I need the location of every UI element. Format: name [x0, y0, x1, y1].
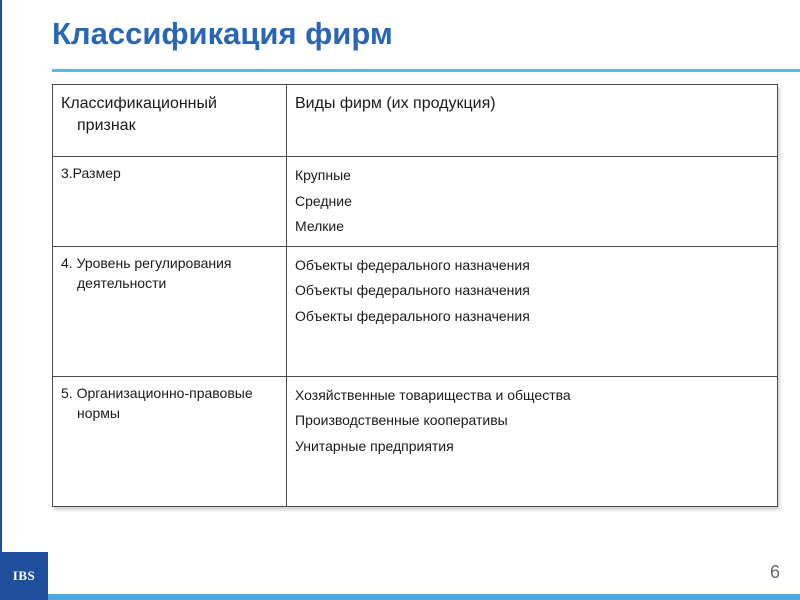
table-row — [53, 376, 778, 506]
header-types: Виды фирм (их продукция) — [287, 85, 778, 157]
table-header-row — [53, 85, 778, 157]
types-cell — [287, 376, 778, 506]
type-item: Крупные — [295, 167, 351, 183]
ibs-logo: IBS — [0, 552, 48, 600]
title-underline — [52, 69, 800, 72]
table-row — [53, 246, 778, 376]
type-item: Унитарные предприятия — [295, 437, 454, 454]
classification-table-container — [52, 84, 777, 503]
slide-title: Классификация фирм — [52, 16, 393, 51]
type-item: Средние — [295, 192, 352, 209]
classification-table — [52, 84, 778, 507]
criterion-cell: 5. Организационно-правовые нормы — [53, 376, 287, 506]
header-criterion: Классификационный признак — [53, 85, 287, 157]
type-item: Производственные кооперативы — [295, 412, 508, 428]
criterion-cell: 3.Размер — [53, 157, 287, 247]
footer-bar — [48, 594, 800, 600]
type-item: Мелкие — [295, 218, 345, 234]
types-cell — [287, 246, 778, 376]
type-item: Объекты федерального назначения — [295, 256, 530, 273]
type-item: Объекты федерального назначения — [295, 282, 530, 298]
criterion-cell: 4. Уровень регулирования деятельности — [53, 246, 287, 376]
left-edge-rule — [0, 0, 2, 552]
type-item: Объекты федерального назначения — [295, 307, 530, 324]
page-number: 6 — [769, 562, 780, 582]
types-cell — [287, 157, 778, 247]
type-item: Хозяйственные товарищества и общества — [295, 386, 571, 403]
table-row — [53, 157, 778, 247]
